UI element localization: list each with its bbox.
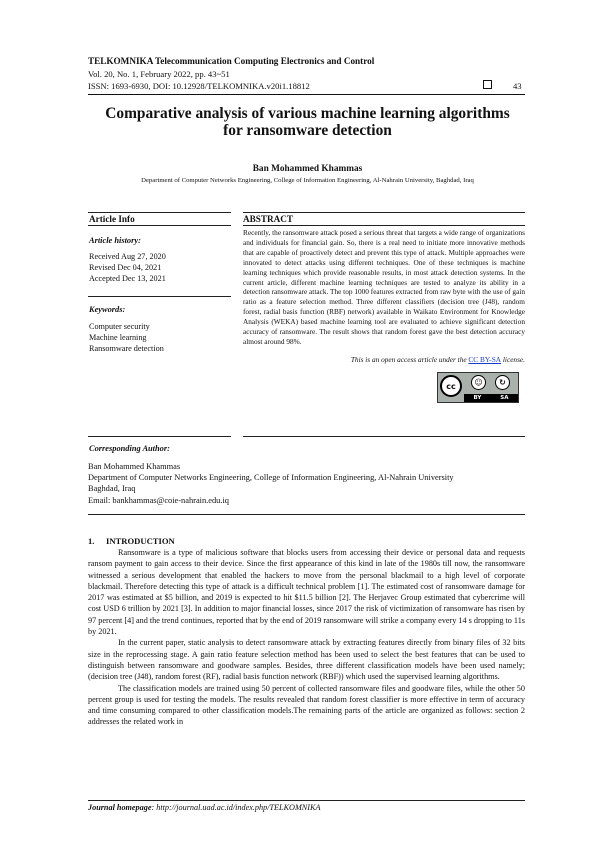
volume-info: Vol. 20, No. 1, February 2022, pp. 43~51 — [88, 69, 230, 79]
cc-logo-icon: cc — [440, 375, 462, 397]
square-icon — [483, 80, 492, 89]
article-info-bottom-rule — [88, 436, 231, 437]
cc-by-sa-badge[interactable] — [437, 372, 519, 403]
journal-homepage — [88, 803, 320, 812]
abstract-bottom-rule — [243, 436, 525, 437]
share-alike-icon: ↻ — [495, 375, 510, 390]
badge-by-label: BY — [473, 395, 482, 401]
article-info-top-rule — [88, 212, 231, 213]
keywords-rule — [88, 296, 231, 297]
issn-doi: ISSN: 1693-6930, DOI: 10.12928/TELKOMNIKA.v20i1.18812 — [88, 81, 310, 91]
section-number: 1. — [88, 536, 95, 546]
author-affiliation: Department of Computer Networks Engineering, College of Information Engineering, Al-Nahrain University, Baghdad, Iraq — [141, 177, 474, 184]
history-dates — [89, 251, 166, 284]
body-paragraph: The classification models are trained using 50 percent of collected ransomware files and goodware files, while the other 50 percent group is used for testing the models. The results revealed that random forest classifier is more effective in term of accuracy and time consuming compared to other classification models.The remaining parts of the article are organized as follows: section 2 addresses the related work in — [88, 683, 525, 727]
section-title: INTRODUCTION — [106, 536, 175, 546]
article-info-heading: Article Info — [89, 214, 135, 224]
corresponding-city: Baghdad, Iraq — [88, 484, 136, 494]
open-access-note — [243, 355, 525, 364]
received-date: Received Aug 27, 2020 — [89, 252, 166, 261]
corresponding-email[interactable]: Email: bankhammas@coie-nahrain.edu.iq — [88, 495, 229, 505]
open-access-prefix: This is an open access article under the — [350, 355, 469, 364]
badge-labels — [464, 394, 518, 402]
journal-name: TELKOMNIKA Telecommunication Computing Electronics and Control — [88, 56, 375, 66]
homepage-url[interactable]: : http://journal.uad.ac.id/index.php/TELKOMNIKA — [151, 803, 321, 812]
corresponding-author-details — [88, 461, 525, 506]
abstract-heading: ABSTRACT — [243, 214, 294, 224]
homepage-label: Journal homepage — [88, 803, 152, 812]
article-info-sub-rule — [88, 225, 231, 226]
attribution-icon: ☺ — [471, 375, 486, 390]
header-divider — [88, 94, 525, 95]
section-heading — [88, 536, 175, 546]
keyword-item: Ransomware detection — [89, 344, 164, 353]
open-access-suffix: license. — [501, 355, 525, 364]
introduction-body — [88, 547, 525, 728]
article-history-label: Article history: — [89, 236, 141, 245]
keywords-list — [89, 321, 164, 354]
footer-divider — [88, 800, 525, 801]
body-paragraph: Ransomware is a type of malicious software that blocks users from accessing their device or personal data and requests ransom payment to gain access to their device. Since the first appearance of this kind in late of the 1980s till now, the ransomware witnessed a serious development that enabled the hackers to move from the personal blackmail to a high level of corporate blackmail. Therefore detecting this type of attack is a difficult technical problem [1]. The estimated cost of ransomware damage for 2017 was estimated at $5 billion, and 2019 is expected to hit $11.5 billion [2]. The Herjavec Group estimated that cybercrime will cost USD 6 trillion by 2021 [3]. In addition to major financial losses, since 2017 the risk of victimization of ransomware has risen by 97 percent [4] and the trend continues, reported that by the end of 2019 ransomware will strike a company every 14 s dropping to 11s by 2021. — [88, 548, 525, 637]
corresponding-name: Ban Mohammed Khammas — [88, 462, 181, 471]
abstract-text: Recently, the ransomware attack posed a serious threat that targets a wide range of organizations and individuals for financial gain. So, there is a real need to initiate more innovative methods that are capable of proactively detect and prevent this type of attack. Multiple approaches were innovated to detect attacks using different techniques. One of these techniques is machine learning techniques which provide reasonable results, in most attack detection systems. In the current article, different machine learning techniques are tested to analyze its ability in a detection ransomware attack. The top 1000 features extracted from raw byte with the use of gain ratio as a feature selection method. Three different classifiers (decision tree (J48), random forest, radial basis function (RBF) network) available in Waikato Environment for Knowledge Analysis (WEKA) based machine learning tool are evaluated to achieve significant detection accuracy of ransomware. The result shows that random forest gave the best detection accuracy almost around 98%. — [243, 228, 525, 346]
badge-sa-label: SA — [500, 395, 509, 401]
corresponding-dept: Department of Computer Networks Engineering, College of Information Engineering, Al-Nahrain University — [88, 473, 454, 483]
abstract-sub-rule — [243, 225, 525, 226]
keywords-label: Keywords: — [89, 305, 126, 314]
body-paragraph: In the current paper, static analysis to detect ransomware attack by extracting features directly from binary files of 32 bits size in the reprocessing stage. A gain ratio feature selection method has been used to select the best features that can be used to distinguish between ransomware and goodware samples. Besides, three different classification models have been used namely; (decision tree (J48), random forest (RF), radial basis function network (RBF)) which used the supervised learning algorithms. — [88, 638, 525, 682]
corresponding-author-label: Corresponding Author: — [89, 444, 170, 453]
title-line-2: for ransomware detection — [223, 122, 392, 139]
keyword-item: Computer security — [89, 322, 150, 331]
page-number: 43 — [513, 81, 522, 91]
author-name: Ban Mohammed Khammas — [252, 164, 363, 174]
license-link[interactable]: CC BY-SA — [468, 355, 502, 364]
paper-title — [60, 105, 555, 139]
keyword-item: Machine learning — [89, 333, 147, 342]
revised-date: Revised Dec 04, 2021 — [89, 263, 162, 272]
accepted-date: Accepted Dec 13, 2021 — [89, 274, 166, 283]
corresponding-bottom-rule — [88, 514, 525, 515]
abstract-top-rule — [243, 212, 525, 213]
title-line-1: Comparative analysis of various machine learning algorithms — [105, 105, 510, 122]
